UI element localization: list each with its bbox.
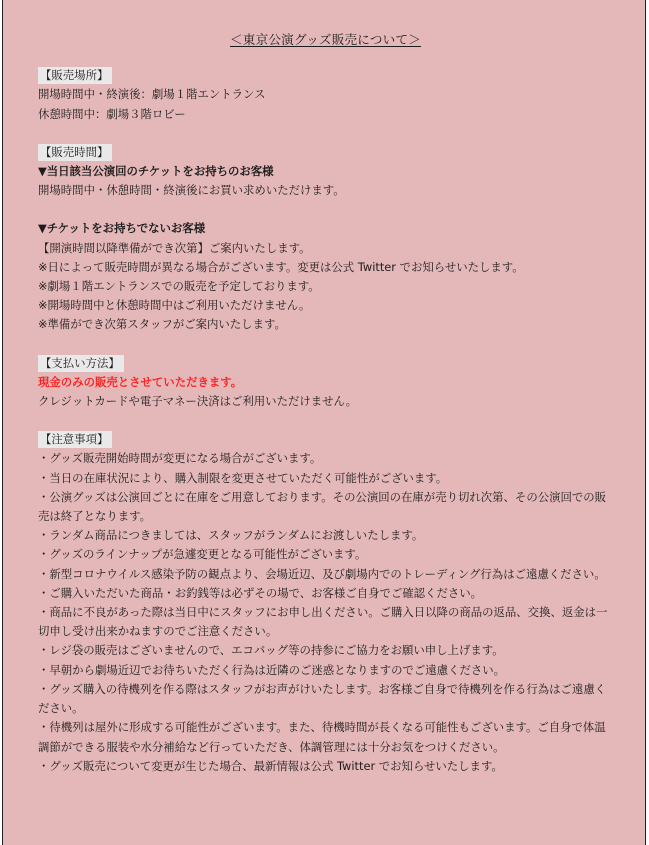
- section-label-location: 【販売場所】: [38, 67, 112, 84]
- note-item: ・商品に不良があった際は当日中にスタッフにお申し出ください。ご購入日以降の商品の返品、交換、返金は一切申し受け出来かねますのでご注意ください。: [38, 605, 608, 639]
- note-item: ・ご購入いただいた商品・お釣銭等は必ずその場で、お客様ご自身でご確認ください。: [38, 585, 483, 600]
- no-ticket-heading: ▼チケットをお持ちでないお客様: [38, 221, 206, 236]
- note-item: ・グッズ購入の待機列を作る際はスタッフがお声がけいたします。お客様ご自身で待機列を作る行為はご遠慮ください。: [38, 681, 607, 716]
- no-ticket-line: ※日によって販売時間が異なる場合がございます。変更は公式 Twitter でお知らせいたします。: [38, 259, 524, 274]
- note-item: ・公演グッズは公演回ごとに在庫をご用意しております。その公演回の在庫が売り切れ次第、その公演回での販売は終了となります。: [38, 489, 607, 524]
- no-ticket-line: ※準備ができ次第スタッフがご案内いたします。: [38, 317, 286, 332]
- payment-note: クレジットカードや電子マネー決済はご利用いただけません。: [38, 394, 357, 409]
- section-notes: [38, 430, 645, 776]
- note-item: ・当日の在庫状況により、購入制限を変更させていただく可能性がございます。: [38, 470, 448, 485]
- note-item: ・待機列は屋外に形成する可能性がございます。また、待機時間が長くなる可能性もございます。ご自身で体温調節ができる服装や水分補給など行っていただき、体調管理には十分お気をつけください。: [38, 720, 606, 754]
- notice-document: [2, 0, 646, 845]
- note-item: ・新型コロナウイルス感染予防の観点より、会場近辺、及び劇場内でのトレーディング行為はご遠慮ください。: [38, 566, 606, 581]
- section-payment: [38, 354, 645, 412]
- spacer: [38, 200, 645, 219]
- note-item: ・グッズのラインナップが急遽変更となる可能性がございます。: [38, 547, 367, 562]
- section-location: [38, 66, 645, 124]
- note-item: ・グッズ販売について変更が生じた場合、最新情報は公式 Twitter でお知らせいたします。: [38, 758, 503, 773]
- note-item: ・ランダム商品につきましては、スタッフがランダムにお渡しいたします。: [38, 528, 424, 543]
- section-label-payment: 【支払い方法】: [38, 355, 124, 372]
- section-label-hours: 【販売時間】: [38, 144, 112, 161]
- note-item: ・レジ袋の販売はございませんので、エコバッグ等の持参にご協力をお願い申し上げます。: [38, 643, 504, 658]
- no-ticket-line: ※劇場１階エントランスでの販売を予定しております。: [38, 279, 320, 294]
- note-item: ・早朝から劇場近辺でお待ちいただく行為は近隣のご迷惑となりますのでご遠慮ください。: [38, 662, 506, 677]
- location-line: 開場時間中・終演後：劇場１階エントランス: [38, 87, 266, 102]
- location-line: 休憩時間中：劇場３階ロビー: [38, 106, 186, 121]
- section-label-notes: 【注意事項】: [38, 431, 112, 448]
- section-hours: [38, 143, 645, 335]
- note-item: ・グッズ販売開始時間が変更になる場合がございます。: [38, 451, 322, 466]
- no-ticket-line: ※開場時間中と休憩時間中はご利用いただけません。: [38, 298, 311, 313]
- ticket-holder-line: 開場時間中・休憩時間・終演後にお買い求めいただけます。: [38, 183, 345, 198]
- ticket-holder-heading: ▼当日該当公演回のチケットをお持ちのお客様: [38, 164, 274, 179]
- payment-highlight: 現金のみの販売とさせていただきます。: [38, 374, 243, 389]
- no-ticket-line: 【開演時間以降準備ができ次第】ご案内いたします。: [38, 240, 311, 255]
- page-title: ＜東京公演グッズ販売について＞: [229, 32, 422, 47]
